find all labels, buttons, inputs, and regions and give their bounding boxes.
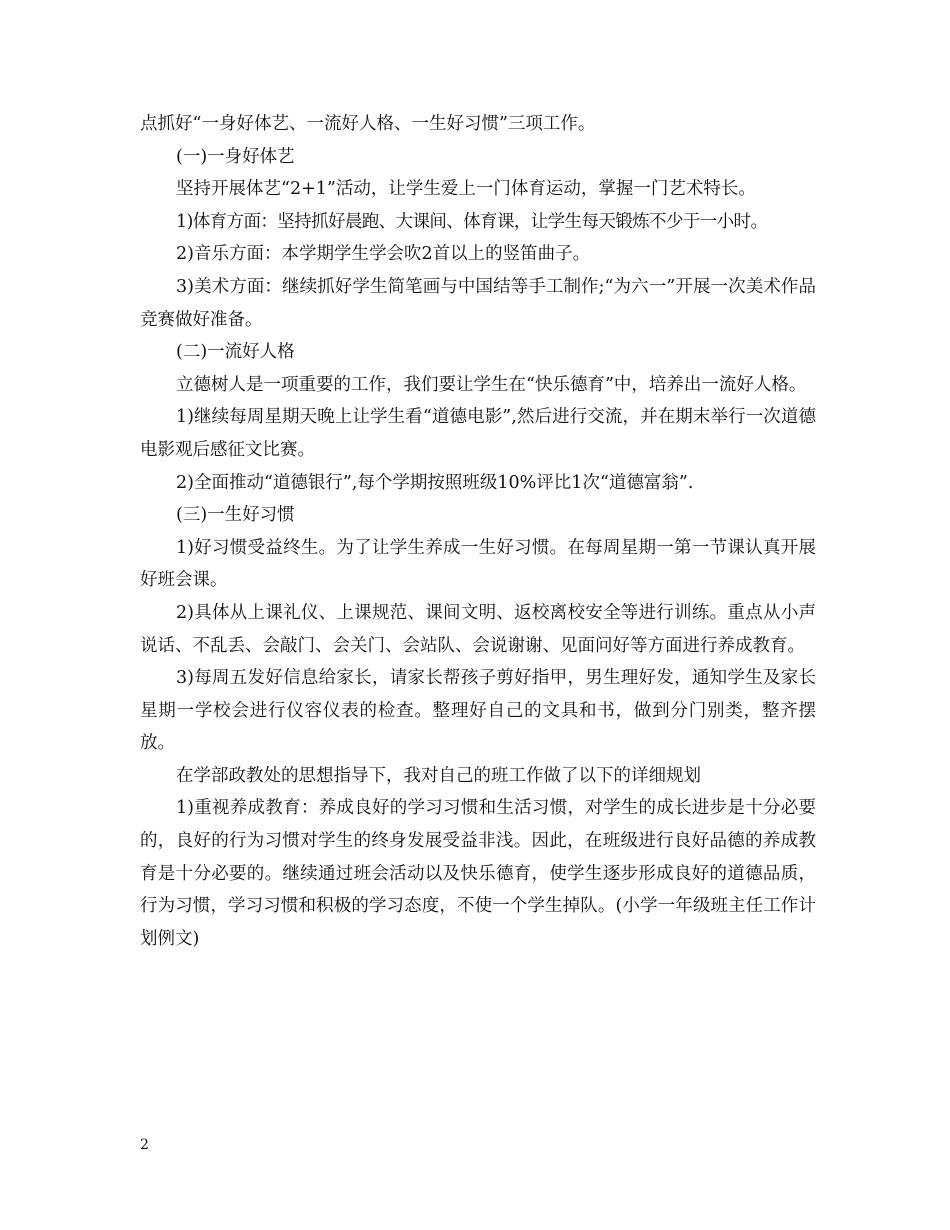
paragraph: 1)重视养成教育：养成良好的学习习惯和生活习惯，对学生的成长进步是十分必要的，良好的行为习惯对学生的终身发展受益非浅。因此，在班级进行良好品德的养成教育是十分必要的。继续通过班会活动以及快乐德育，使学生逐步形成良好的道德品质，行为习惯，学习习惯和积极的学习态度，不使一个学生掉队。(小学一年级班主任工作计划例文)	[140, 798, 816, 949]
page-number: 2	[140, 1137, 149, 1153]
section-heading: (二)一流好人格	[176, 342, 295, 363]
paragraph: 1)好习惯受益终生。为了让学生养成一生好习惯。在每周星期一第一节课认真开展好班会课。	[140, 537, 816, 591]
paragraph: 在学部政教处的思想指导下，我对自己的班工作做了以下的详细规划	[176, 765, 701, 786]
paragraph: 3)美术方面：继续抓好学生简笔画与中国结等手工制作;“为六一”开展一次美术作品竞赛做好准备。	[140, 276, 816, 330]
paragraph: 1)继续每周星期天晚上让学生看“道德电影”,然后进行交流，并在期末举行一次道德电影观后感征文比赛。	[140, 407, 816, 460]
section-heading: (一)一身好体艺	[176, 146, 295, 167]
paragraph: 坚持开展体艺“2+1”活动，让学生爱上一门体育运动，掌握一门艺术特长。	[176, 179, 756, 200]
paragraph: 2)音乐方面：本学期学生学会吹2首以上的竖笛曲子。	[176, 244, 591, 265]
paragraph: 立德树人是一项重要的工作，我们要让学生在“快乐德育”中，培养出一流好人格。	[176, 374, 807, 395]
document-page	[140, 108, 816, 955]
paragraph: 1)体育方面：坚持抓好晨跑、大课间、体育课，让学生每天锻炼不少于一小时。	[176, 211, 768, 232]
paragraph: 2)全面推动“道德银行”,每个学期按照班级10%评比1次“道德富翁”.	[176, 472, 694, 493]
section-heading: (三)一生好习惯	[176, 505, 295, 526]
paragraph: 2)具体从上课礼仪、上课规范、课间文明、返校离校安全等进行训练。重点从小声说话、不乱丢、会敲门、会关门、会站队、会说谢谢、见面问好等方面进行养成教育。	[140, 602, 816, 656]
paragraph: 3)每周五发好信息给家长，请家长帮孩子剪好指甲，男生理好发，通知学生及家长星期一学校会进行仪容仪表的检查。整理好自己的文具和书，做到分门别类，整齐摆放。	[140, 668, 816, 754]
paragraph: 点抓好“一身好体艺、一流好人格、一生好习惯”三项工作。	[140, 114, 596, 134]
